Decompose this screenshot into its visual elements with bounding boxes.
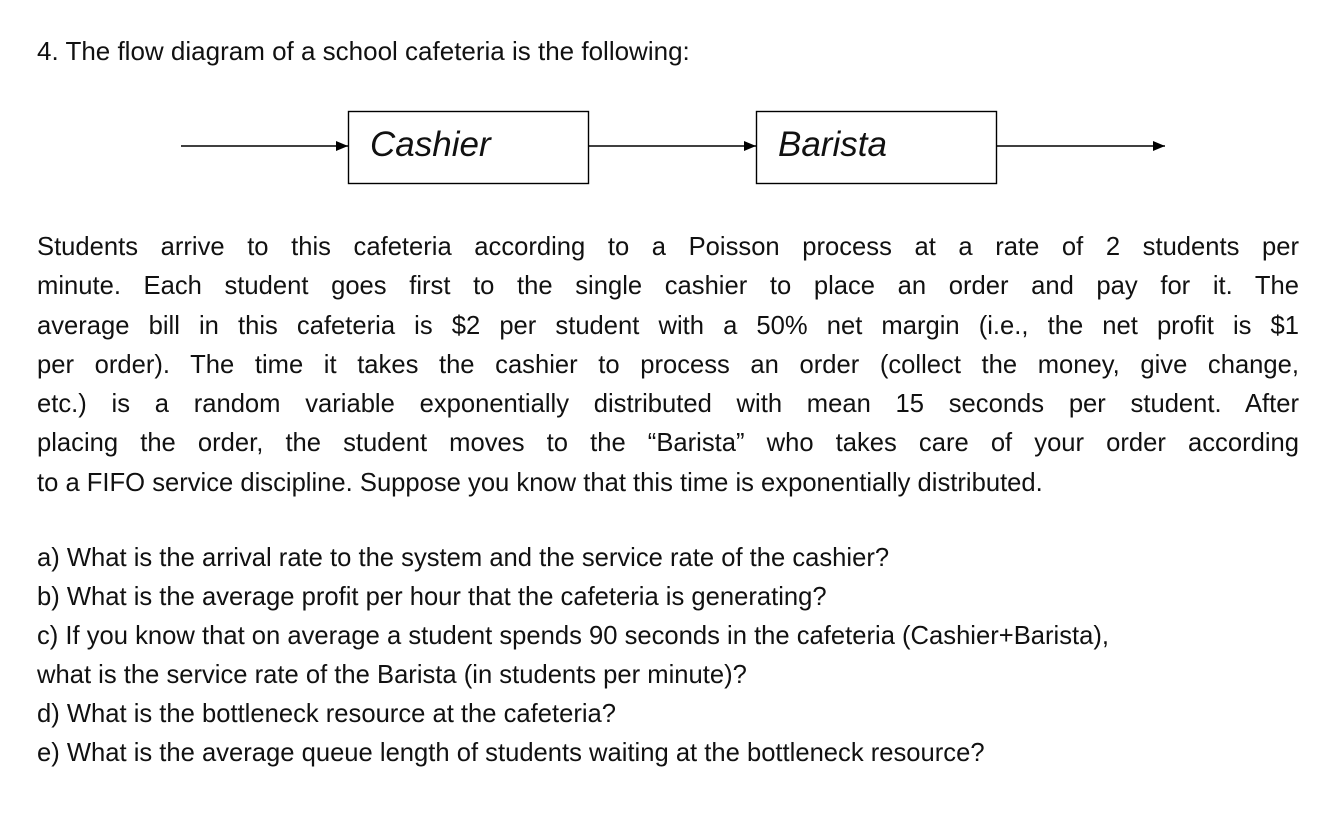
description-line: placing the order, the student moves to the “Barista” who takes care of your order according [37,429,1299,458]
question-b: b) What is the average profit per hour that the cafeteria is generating? [37,583,827,611]
question-d: d) What is the bottleneck resource at the cafeteria? [37,700,617,728]
question-c: c) If you know that on average a student spends 90 seconds in the cafeteria (Cashier+Barista), [37,622,1109,650]
question-a: a) What is the arrival rate to the system and the service rate of the cashier? [37,544,890,572]
description-line: per order). The time it takes the cashier to process an order (collect the money, give change, [37,350,1299,379]
question-list [37,539,1299,773]
problem-description [37,228,1299,503]
description-line: Students arrive to this cafeteria according to a Poisson process at a rate of 2 students per [37,233,1299,261]
barista-label: Barista [778,125,887,164]
description-line: etc.) is a random variable exponentially distributed with mean 15 seconds per student. After [37,390,1299,419]
description-line: average bill in this cafeteria is $2 per student with a 50% net margin (i.e., the net profit is $1 [37,311,1299,340]
cashier-label: Cashier [370,125,491,164]
question-e: e) What is the average queue length of students waiting at the bottleneck resource? [37,739,985,767]
question-c-continued: what is the service rate of the Barista (in students per minute)? [37,661,747,689]
problem-heading: 4. The flow diagram of a school cafeteria is the following: [37,36,690,66]
description-line: minute. Each student goes first to the single cashier to place an order and pay for it. The [37,272,1299,301]
description-line: to a FIFO service discipline. Suppose you know that this time is exponentially distributed. [37,468,1043,497]
